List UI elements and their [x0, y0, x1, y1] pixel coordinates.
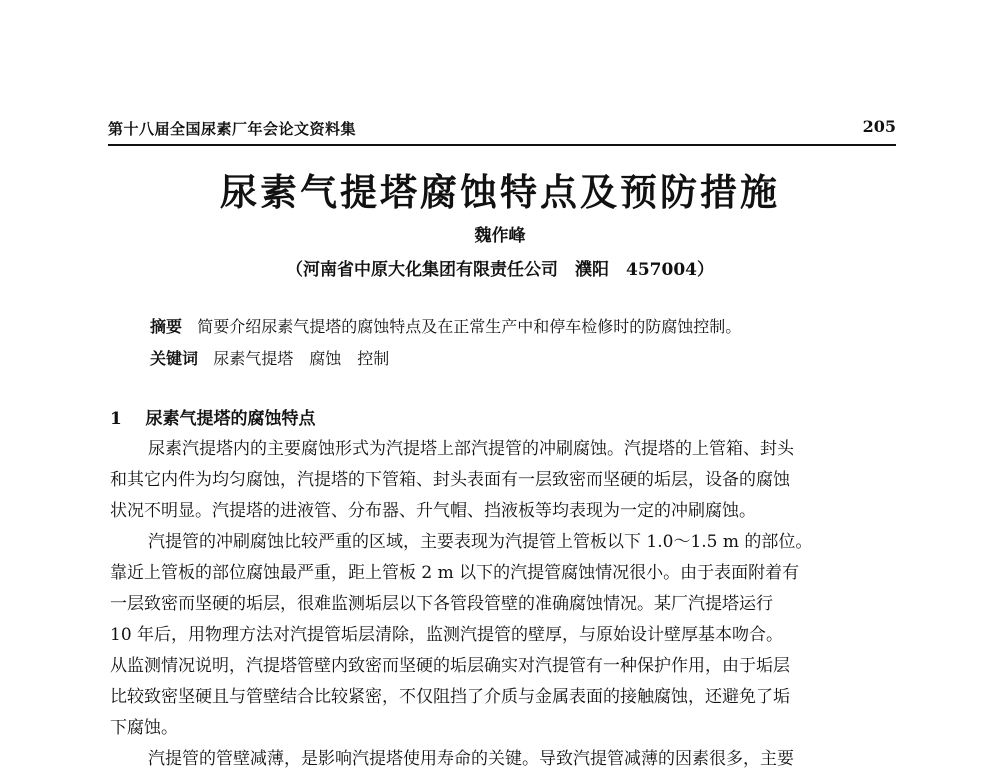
body-line: 从监测情况说明，汽提塔管壁内致密而坚硬的垢层确实对汽提管有一种保护作用，由于垢层: [110, 656, 790, 676]
body-line: 尿素汽提塔内的主要腐蚀形式为汽提塔上部汽提管的冲刷腐蚀。汽提塔的上管箱、封头: [148, 439, 794, 459]
keywords: [150, 346, 389, 369]
abstract-text: 简要介绍尿素气提塔的腐蚀特点及在正常生产中和停车检修时的防腐蚀控制。: [197, 317, 742, 336]
author-name: 魏作峰: [474, 226, 526, 246]
author-affiliation: （河南省中原大化集团有限责任公司 濮阳 457004）: [286, 260, 714, 280]
paper-title: 尿素气提塔腐蚀特点及预防措施: [220, 170, 780, 214]
keywords-label: 关键词: [150, 349, 199, 368]
body-line: 一层致密而坚硬的垢层，很难监测垢层以下各管段管壁的准确腐蚀情况。某厂汽提塔运行: [110, 594, 773, 614]
body-line: 汽提管的管壁减薄，是影响汽提塔使用寿命的关键。导致汽提管减薄的因素很多，主要: [148, 749, 794, 769]
page-number: 205: [862, 117, 896, 136]
body-line: 下腐蚀。: [110, 718, 178, 738]
abstract: [150, 314, 741, 337]
body-line: 比较致密坚硬且与管壁结合比较紧密，不仅阻挡了介质与金属表面的接触腐蚀，还避免了垢: [110, 687, 790, 707]
body-line: 状况不明显。汽提塔的进液管、分布器、升气帽、挡液板等均表现为一定的冲刷腐蚀。: [110, 501, 756, 521]
body-line: 和其它内件为均匀腐蚀，汽提塔的下管箱、封头表面有一层致密而坚硬的垢层，设备的腐蚀: [110, 470, 790, 490]
running-header: [108, 118, 896, 146]
body-line: 10 年后，用物理方法对汽提管垢层清除，监测汽提管的壁厚，与原始设计壁厚基本吻合。: [110, 625, 784, 645]
section-number: 1: [110, 409, 122, 429]
abstract-label: 摘要: [150, 317, 183, 336]
section-title: 尿素气提塔的腐蚀特点: [145, 409, 316, 429]
proceedings-title: 第十八届全国尿素厂年会论文资料集: [108, 120, 357, 138]
body-line: 靠近上管板的部位腐蚀最严重，距上管板 2 m 以下的汽提管腐蚀情况很小。由于表面附着有: [110, 563, 800, 583]
body-line: 汽提管的冲刷腐蚀比较严重的区域，主要表现为汽提管上管板以下 1.0～1.5 m 的部位。: [148, 532, 813, 552]
section-heading: [110, 404, 316, 429]
keywords-text: 尿素气提塔 腐蚀 控制: [213, 349, 390, 368]
section-body: [110, 434, 900, 775]
